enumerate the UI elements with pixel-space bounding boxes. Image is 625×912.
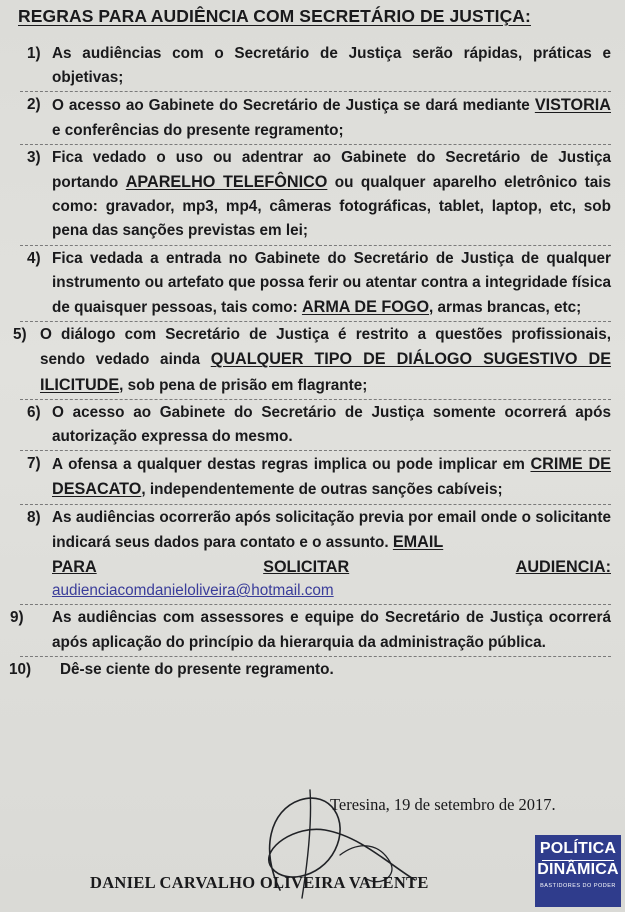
rule-text: Dê-se ciente do presente regramento. (60, 660, 334, 678)
rule-item (0, 247, 625, 321)
rule-number: 10) (9, 660, 32, 678)
rule-item (0, 506, 625, 604)
email-label-word: AUDIENCIA: (515, 558, 611, 577)
rule-number: 4) (27, 249, 41, 267)
signer-name: DANIEL CARVALHO OLIVEIRA VALENTE (90, 873, 429, 892)
divider (20, 656, 611, 657)
rule-text: Fica vedada a entrada no Gabinete do Secretário de Justiça de qualquer instrumento ou artefato que possa ferir ou atentar contra a integridade física de quaisquer pessoas, tais como: (52, 249, 611, 317)
email-label-word: SOLICITAR (263, 558, 350, 577)
rule-text: As audiências com assessores e equipe do Secretário de Justiça ocorrerá após aplicação do princípio da hierarquia da administração pública. (52, 609, 611, 651)
logo-line-2: DINÂMICA (537, 861, 619, 878)
rule-text: A ofensa a qualquer destas regras implica ou pode implicar em (52, 456, 531, 474)
rule-number: 1) (27, 45, 41, 62)
rule-text: As audiências com o Secretário de Justiça serão rápidas, práticas e objetivas; (52, 45, 611, 87)
rule-emphasis: APARELHO TELEFÔNICO (125, 173, 328, 192)
rule-item (0, 93, 625, 142)
rule-text: , sob pena de prisão em flagrante; (119, 376, 368, 394)
divider (20, 144, 611, 145)
rule-emphasis: QUALQUER TIPO DE DIÁLOGO SUGESTIVO DE ILICITUDE (40, 350, 611, 394)
rule-text: O diálogo com Secretário de Justiça é restrito a questões profissionais, sendo vedado ainda (40, 326, 611, 369)
rule-emphasis: CRIME DE DESACATO (52, 455, 611, 499)
divider (20, 604, 611, 605)
rule-text: Fica vedado o uso ou adentrar ao Gabinete do Secretário de Justiça portando (52, 148, 611, 192)
divider (20, 399, 611, 400)
email-link[interactable]: audienciacomdanieloliveira@hotmail.com (52, 582, 334, 600)
logo-tagline: BASTIDORES DO PODER (540, 883, 616, 889)
rule-number: 7) (27, 455, 41, 473)
divider (20, 450, 611, 451)
rule-item (0, 323, 625, 398)
document-title: REGRAS PARA AUDIÊNCIA COM SECRETÁRIO DE JUSTIÇA: (18, 6, 531, 26)
rule-item (0, 401, 625, 449)
rule-emphasis: EMAIL (392, 532, 444, 551)
rule-text: ou qualquer aparelho eletrônico tais como: gravador, mp3, mp4, câmeras fotográficas, tablet, laptop, etc, sob pena das sanções previstas em lei; (52, 174, 612, 240)
rule-number: 3) (27, 148, 41, 166)
email-label-row (52, 555, 611, 579)
rules-list (0, 42, 625, 683)
rule-text: , independentemente de outras sanções cabíveis; (141, 481, 503, 499)
watermark-logo (535, 835, 621, 907)
divider (20, 91, 611, 92)
rule-item (0, 42, 625, 90)
logo-line-1: POLÍTICA (539, 840, 617, 857)
rule-number: 9) (10, 609, 24, 627)
rule-text: , armas brancas, etc; (429, 299, 582, 317)
date-line: Teresina, 19 de setembro de 2017. (330, 795, 556, 814)
rule-emphasis: VISTORIA (534, 96, 611, 115)
rule-item (0, 146, 625, 244)
rule-text: e conferências do presente regramento; (52, 121, 344, 139)
rule-text: As audiências ocorrerão após solicitação previa por email onde o solicitante indicará seus dados para contato e o assunto. (52, 508, 611, 551)
rule-item (0, 606, 625, 654)
divider (20, 245, 611, 246)
rule-item (0, 658, 625, 682)
rule-item (0, 452, 625, 502)
divider (20, 504, 611, 505)
rule-number: 2) (27, 96, 41, 114)
divider (20, 321, 611, 322)
rule-text: O acesso ao Gabinete do Secretário de Justiça se dará mediante (52, 97, 535, 115)
rule-emphasis: ARMA DE FOGO (301, 298, 430, 317)
rule-number: 5) (13, 326, 27, 344)
rule-number: 8) (27, 508, 41, 526)
email-label-word: PARA (52, 558, 97, 577)
rule-number: 6) (27, 403, 41, 421)
rule-text: O acesso ao Gabinete do Secretário de Justiça somente ocorrerá após autorização expressa do mesmo. (52, 403, 611, 446)
